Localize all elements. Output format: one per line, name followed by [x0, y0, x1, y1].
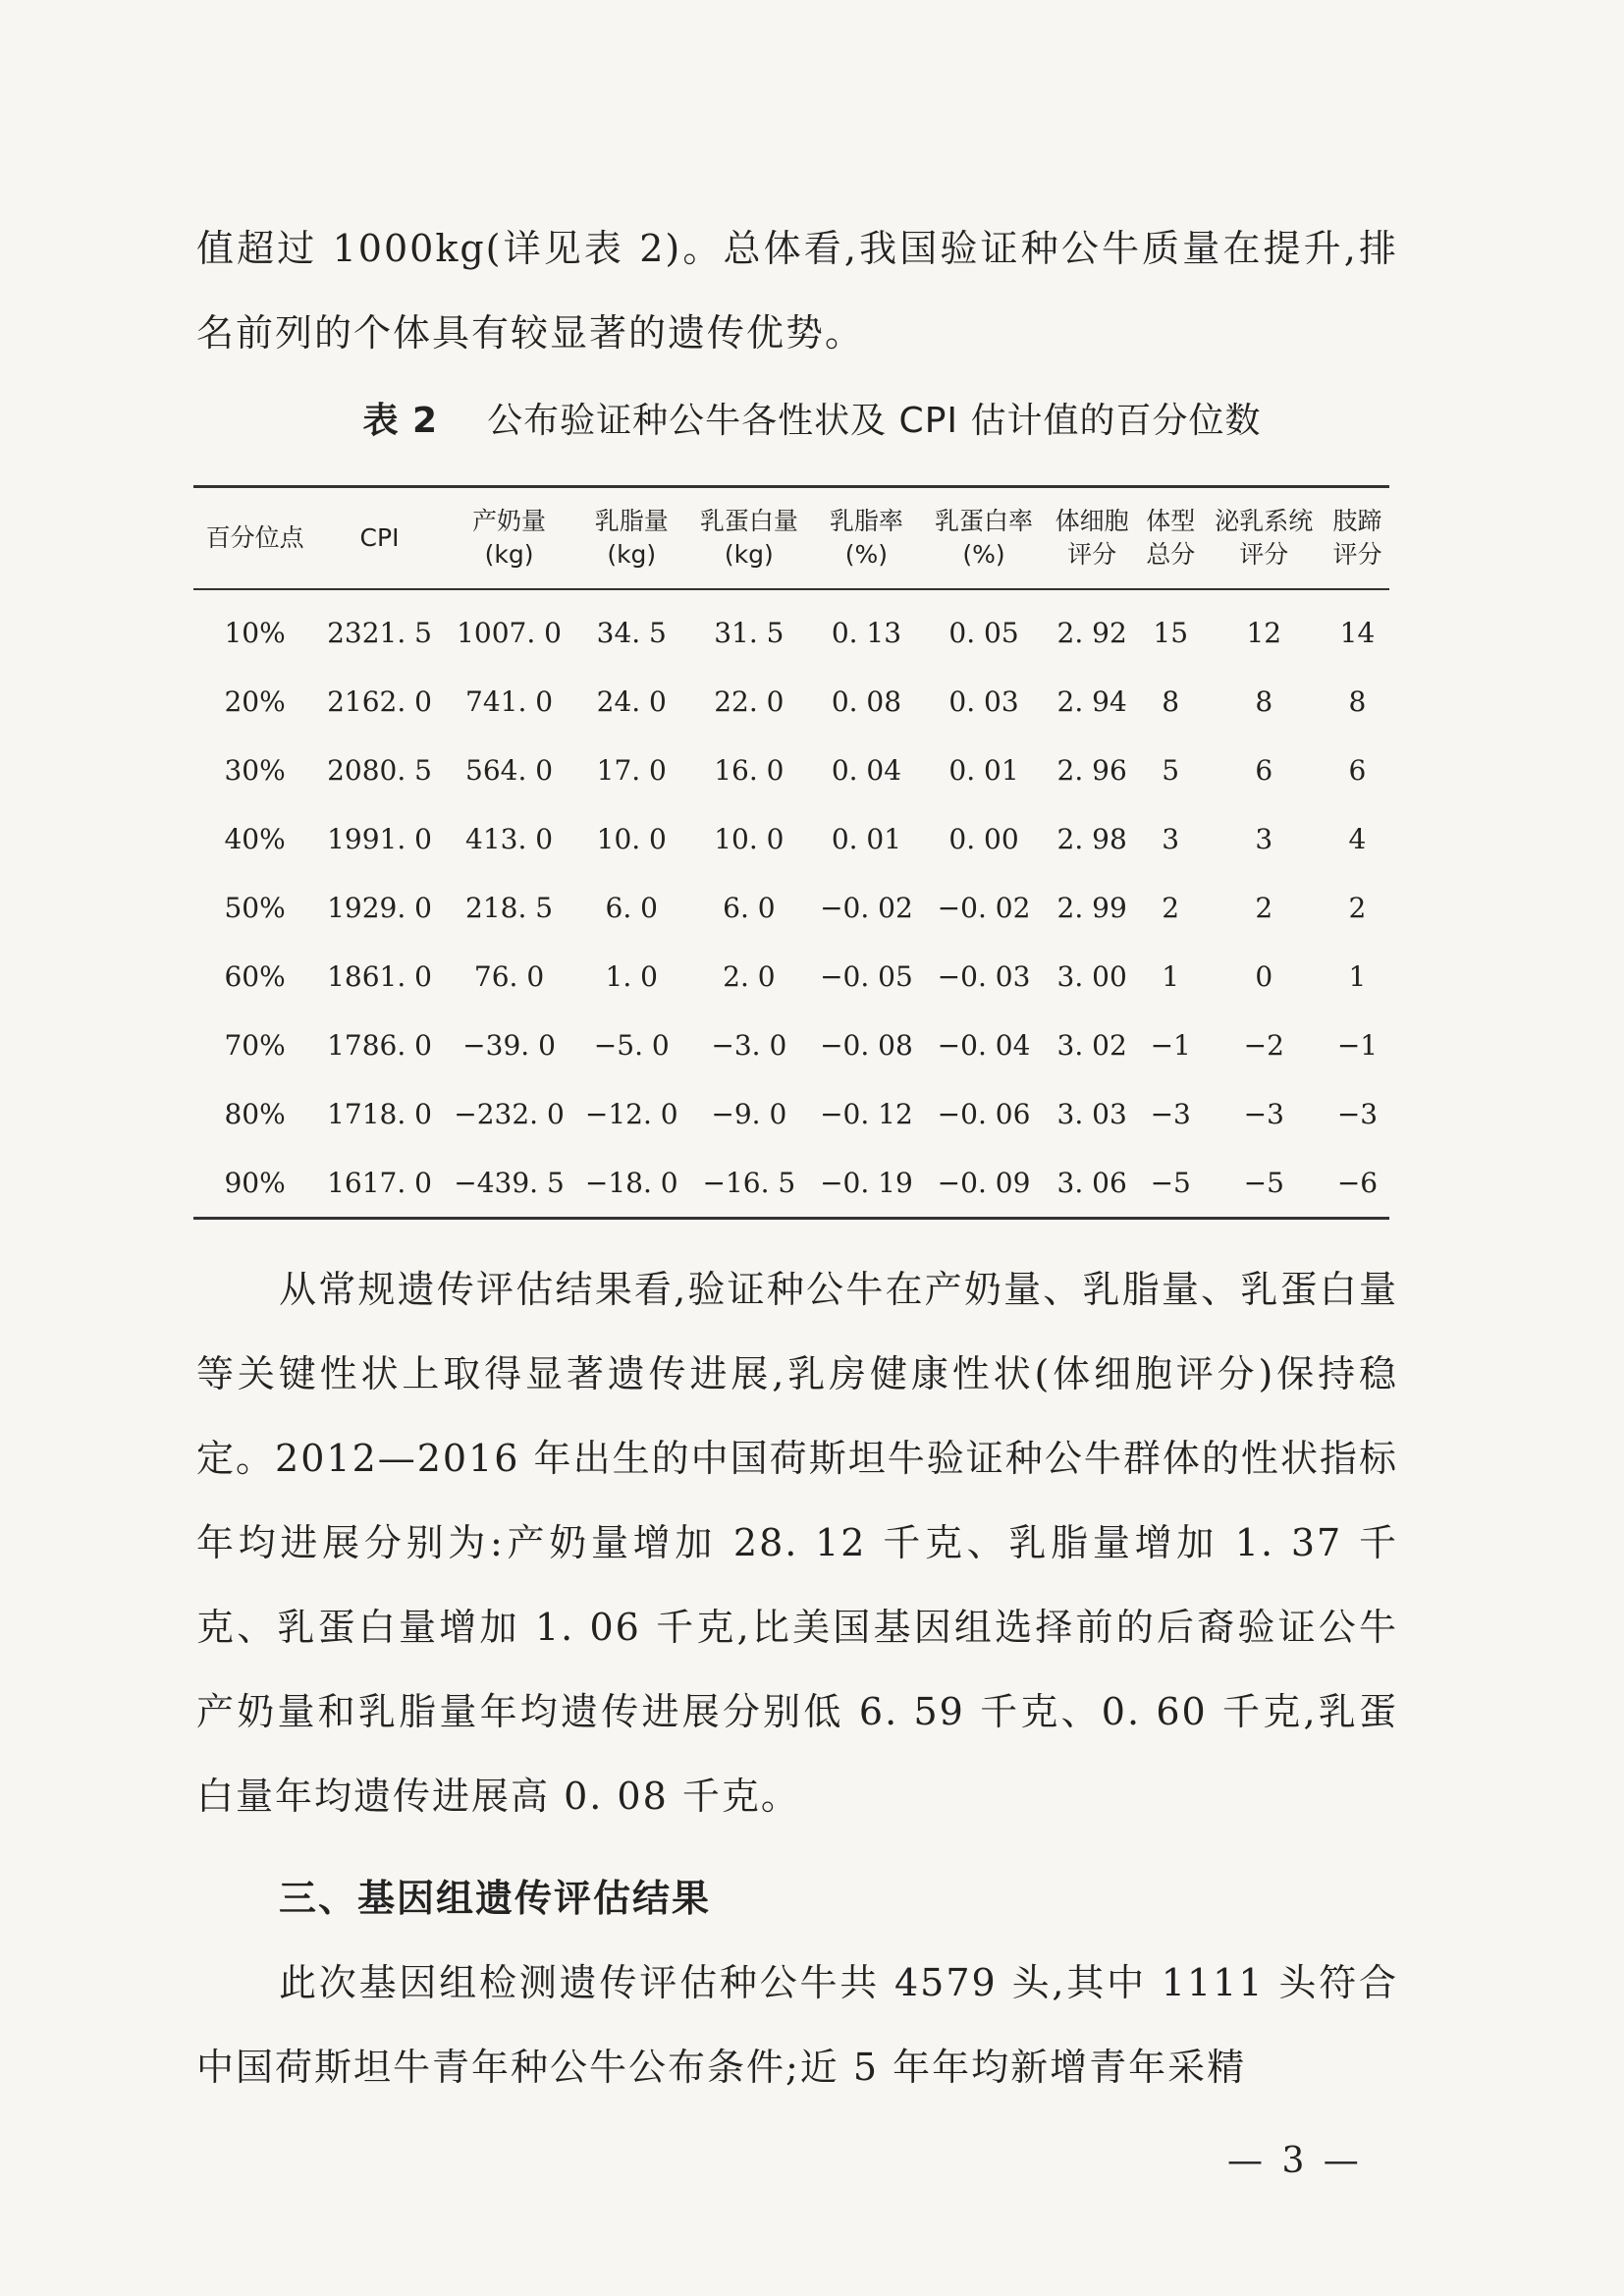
table-cell: −0. 12	[820, 1097, 913, 1130]
section-heading: 三、基因组遗传评估结果	[279, 1877, 712, 1920]
table-cell: 1. 0	[605, 959, 658, 993]
table-cell: 80%	[224, 1097, 286, 1130]
column-header	[1326, 487, 1389, 590]
table-cell: 1718. 0	[327, 1097, 432, 1130]
table-cell: 0. 08	[831, 684, 902, 718]
table-cell: 6	[1255, 753, 1273, 787]
table-cell: −232. 0	[454, 1097, 565, 1130]
table-cell: 2. 0	[723, 959, 776, 993]
table-cell: 60%	[224, 959, 286, 993]
table-cell: 24. 0	[596, 684, 667, 718]
table-row	[193, 942, 1389, 1011]
table-cell: 8	[1255, 684, 1273, 718]
table-cell: −0. 04	[937, 1028, 1031, 1062]
table-cell: 22. 0	[714, 684, 785, 718]
table-cell: 10. 0	[596, 822, 667, 855]
table-cell: −5	[1243, 1166, 1284, 1199]
table-cell: 3	[1162, 822, 1180, 855]
table-cell: −3	[1150, 1097, 1191, 1130]
column-header-line1: 泌乳系统	[1215, 507, 1314, 535]
table-cell: 2	[1162, 891, 1180, 924]
column-header-line2: (kg)	[607, 540, 657, 569]
table-cell: 0. 01	[948, 753, 1019, 787]
table-cell: 6. 0	[605, 891, 658, 924]
table-cell: 40%	[224, 822, 286, 855]
table-cell: 2. 99	[1056, 891, 1127, 924]
column-header-line1: 乳蛋白率	[935, 507, 1034, 535]
table-caption-number: 表 2	[362, 401, 439, 441]
table-cell: 3. 06	[1056, 1166, 1127, 1199]
table-cell: −5. 0	[593, 1028, 670, 1062]
table-cell: −0. 06	[937, 1097, 1031, 1130]
table-cell: 218. 5	[465, 891, 554, 924]
column-header-line1: 产奶量	[472, 507, 547, 535]
table-cell: 413. 0	[465, 822, 554, 855]
table-row	[193, 1079, 1389, 1148]
table-cell: −2	[1243, 1028, 1284, 1062]
column-header	[575, 487, 687, 590]
table-cell: −9. 0	[711, 1097, 787, 1130]
paragraph-conventional-evaluation: 从常规遗传评估结果看,验证种公牛在产奶量、乳脂量、乳蛋白量等关键性状上取得显著遗传进展,乳房健康性状(体细胞评分)保持稳定。2012—2016 年出生的中国荷斯坦牛验证种公牛群体的性状指标年均进展分别为:产奶量增加 28. 12 千克、乳脂量增加 1. 37 千克、乳蛋白量增加 1. 06 千克,比美国基因组选择前的后裔验证公牛产奶量和乳脂量年均遗传进展分别低 6. 59 千克、0. 60 千克,乳蛋白量年均遗传进展高 0. 08 千克。	[196, 1268, 1398, 1818]
table-cell: 20%	[224, 684, 286, 718]
table-cell: 0. 03	[948, 684, 1019, 718]
table-cell: 1929. 0	[327, 891, 432, 924]
table-cell: −0. 02	[820, 891, 913, 924]
table-cell: 1617. 0	[327, 1166, 432, 1199]
table-cell: 3. 02	[1056, 1028, 1127, 1062]
column-header-line2: (%)	[844, 540, 889, 569]
column-header-line2: 评分	[1332, 540, 1382, 569]
table-cell: 16. 0	[714, 753, 785, 787]
table-cell: −16. 5	[702, 1166, 796, 1199]
table-cell: −12. 0	[584, 1097, 678, 1130]
table-cell: 10. 0	[714, 822, 785, 855]
table-cell: 1007. 0	[457, 616, 562, 649]
table-cell: 0	[1255, 959, 1273, 993]
table-cell: 8	[1162, 684, 1180, 718]
table-cell: −0. 03	[937, 959, 1031, 993]
table-cell: 8	[1348, 684, 1367, 718]
column-header-line2: (%)	[962, 540, 1005, 569]
table-cell: 50%	[224, 891, 286, 924]
table-cell: 1	[1162, 959, 1180, 993]
table-body	[193, 589, 1389, 1219]
table-caption-title: 公布验证种公牛各性状及 CPI 估计值的百分位数	[487, 401, 1262, 441]
column-header	[1046, 487, 1139, 590]
table-cell: 0. 04	[831, 753, 902, 787]
table-row	[193, 1011, 1389, 1079]
column-header	[922, 487, 1045, 590]
column-header	[1203, 487, 1326, 590]
table-header-row	[193, 487, 1389, 590]
table-row	[193, 667, 1389, 736]
column-header	[687, 487, 810, 590]
table-cell: 2. 92	[1056, 616, 1127, 649]
table-cell: 564. 0	[465, 753, 554, 787]
column-header	[193, 487, 316, 590]
table-cell: 30%	[224, 753, 286, 787]
column-header-line2: 评分	[1067, 540, 1117, 569]
table-cell: −0. 08	[820, 1028, 913, 1062]
column-header-line1: 乳脂量	[594, 507, 669, 535]
table-cell: 76. 0	[473, 959, 545, 993]
column-header-line2: 评分	[1239, 540, 1289, 569]
table-cell: 0. 13	[831, 616, 902, 649]
table-cell: 2. 94	[1056, 684, 1127, 718]
table-cell: 2	[1348, 891, 1367, 924]
table-cell: 17. 0	[596, 753, 667, 787]
column-header	[443, 487, 575, 590]
table-cell: −0. 05	[820, 959, 913, 993]
table-caption	[0, 393, 1624, 443]
table-cell: 1861. 0	[327, 959, 432, 993]
table-cell: 4	[1348, 822, 1367, 855]
table-cell: −3	[1243, 1097, 1284, 1130]
column-header-line1: 肢蹄	[1332, 507, 1382, 535]
table-row	[193, 589, 1389, 667]
table-cell: 0. 01	[831, 822, 902, 855]
percentile-table	[193, 485, 1389, 1220]
table-cell: −39. 0	[462, 1028, 556, 1062]
table-cell: 31. 5	[714, 616, 785, 649]
table-cell: 3. 00	[1056, 959, 1127, 993]
table-cell: −18. 0	[584, 1166, 678, 1199]
table-cell: 3	[1255, 822, 1273, 855]
column-header-line1: 乳脂率	[829, 507, 903, 535]
table-cell: 2	[1255, 891, 1273, 924]
table-cell: 2080. 5	[327, 753, 432, 787]
column-header-line1: 体细胞	[1055, 507, 1129, 535]
column-header	[316, 487, 443, 590]
table-cell: −5	[1150, 1166, 1191, 1199]
column-header	[810, 487, 922, 590]
column-header-line2: 总分	[1146, 540, 1196, 569]
paragraph-intro: 值超过 1000kg(详见表 2)。总体看,我国验证种公牛质量在提升,排名前列的个体具有较显著的遗传优势。	[196, 227, 1398, 355]
table-cell: −3. 0	[711, 1028, 787, 1062]
table-cell: 1786. 0	[327, 1028, 432, 1062]
table-cell: −439. 5	[454, 1166, 565, 1199]
paragraph-genomic-evaluation: 此次基因组检测遗传评估种公牛共 4579 头,其中 1111 头符合中国荷斯坦牛青年种公牛公布条件;近 5 年年均新增青年采精	[196, 1961, 1398, 2089]
table-cell: 34. 5	[596, 616, 667, 649]
table-row	[193, 873, 1389, 942]
table-cell: 1991. 0	[327, 822, 432, 855]
table-cell: 3. 03	[1056, 1097, 1127, 1130]
column-header-line1: 体型	[1146, 507, 1196, 535]
table-cell: 2. 96	[1056, 753, 1127, 787]
table-cell: 2321. 5	[327, 616, 432, 649]
table-cell: 2. 98	[1056, 822, 1127, 855]
table-cell: 6. 0	[723, 891, 776, 924]
table-cell: −3	[1336, 1097, 1379, 1130]
table-cell: −0. 02	[937, 891, 1031, 924]
table-cell: 70%	[224, 1028, 286, 1062]
table-cell: 0. 00	[948, 822, 1019, 855]
column-header-line1: 乳蛋白量	[699, 507, 798, 535]
column-header-line2: (kg)	[724, 540, 774, 569]
column-header	[1139, 487, 1203, 590]
table-cell: 1	[1348, 959, 1367, 993]
table-cell: 741. 0	[465, 684, 554, 718]
table-row	[193, 804, 1389, 873]
table-cell: 10%	[224, 616, 286, 649]
table-cell: 12	[1246, 616, 1282, 649]
table-cell: −1	[1150, 1028, 1191, 1062]
table-row	[193, 736, 1389, 804]
table-cell: 6	[1348, 753, 1367, 787]
table-cell: −0. 19	[820, 1166, 913, 1199]
table-cell: −6	[1336, 1166, 1379, 1199]
table-cell: 14	[1339, 616, 1376, 649]
table-cell: 2162. 0	[327, 684, 432, 718]
column-header-line1: 百分位点	[205, 523, 304, 552]
column-header-line2: (kg)	[484, 540, 534, 569]
table-cell: 90%	[224, 1166, 286, 1199]
table-row	[193, 1148, 1389, 1219]
table-cell: 0. 05	[948, 616, 1019, 649]
table-cell: 5	[1162, 753, 1180, 787]
table-cell: −0. 09	[937, 1166, 1031, 1199]
table-cell: 15	[1153, 616, 1189, 649]
table-cell: −1	[1336, 1028, 1379, 1062]
page-number: — 3 —	[1227, 2141, 1363, 2181]
column-header-line1: CPI	[359, 523, 400, 552]
